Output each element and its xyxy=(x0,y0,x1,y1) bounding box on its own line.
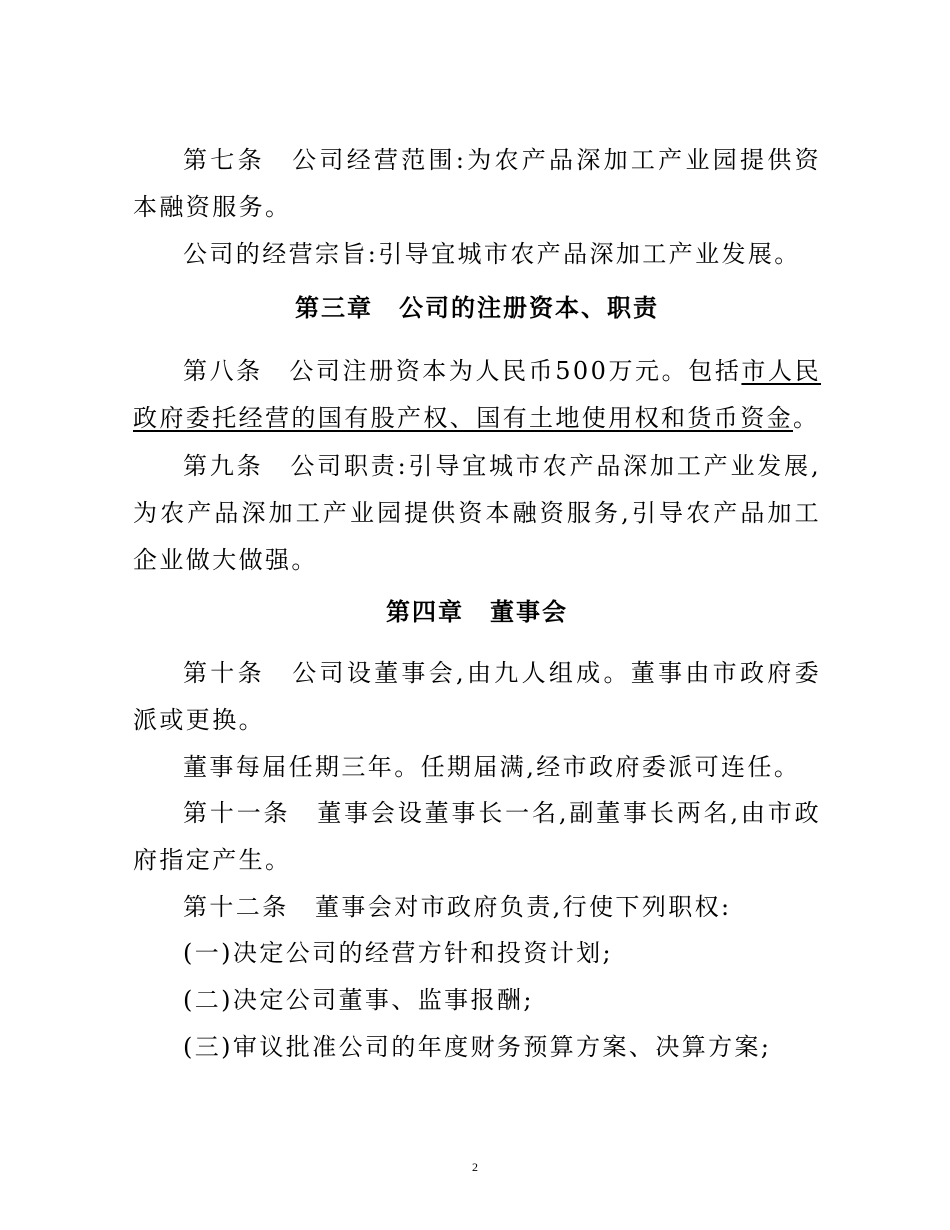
chapter-4-heading: 第四章 董事会 xyxy=(386,597,568,626)
article-8-underlined-text: 市人民政府委托经营的国有股产权、国有土地使用权和货币资金 xyxy=(133,357,822,432)
article-8-text: 第八条 公司注册资本为人民币500万元。包括 xyxy=(183,357,742,385)
article-8 xyxy=(133,348,821,442)
article-7-purpose: 公司的经营宗旨:引导宜城市农产品深加工产业发展。 xyxy=(183,240,801,268)
article-9: 第九条 公司职责:引导宜城市农产品深加工产业发展,为农产品深加工产业园提供资本融资服务,引导农产品加工企业做大做强。 xyxy=(133,452,821,574)
article-11: 第十一条 董事会设董事长一名,副董事长两名,由市政府指定产生。 xyxy=(133,799,821,874)
list-item-1: (一)决定公司的经营方针和投资计划; xyxy=(183,939,614,967)
article-12: 第十二条 董事会对市政府负责,行使下列职权: xyxy=(183,893,732,921)
article-10-term: 董事每届任期三年。任期届满,经市政府委派可连任。 xyxy=(183,753,801,781)
article-7: 第七条 公司经营范围:为农产品深加工产业园提供资本融资服务。 xyxy=(133,146,821,221)
article-10: 第十条 公司设董事会,由九人组成。董事由市政府委派或更换。 xyxy=(133,659,821,734)
list-item-3: (三)审议批准公司的年度财务预算方案、决算方案; xyxy=(183,1033,772,1061)
page-number: 2 xyxy=(472,1160,478,1174)
list-item-2: (二)决定公司董事、监事报酬; xyxy=(183,986,534,1014)
chapter-3-heading: 第三章 公司的注册资本、职责 xyxy=(295,293,659,322)
article-8-end: 。 xyxy=(793,404,820,432)
